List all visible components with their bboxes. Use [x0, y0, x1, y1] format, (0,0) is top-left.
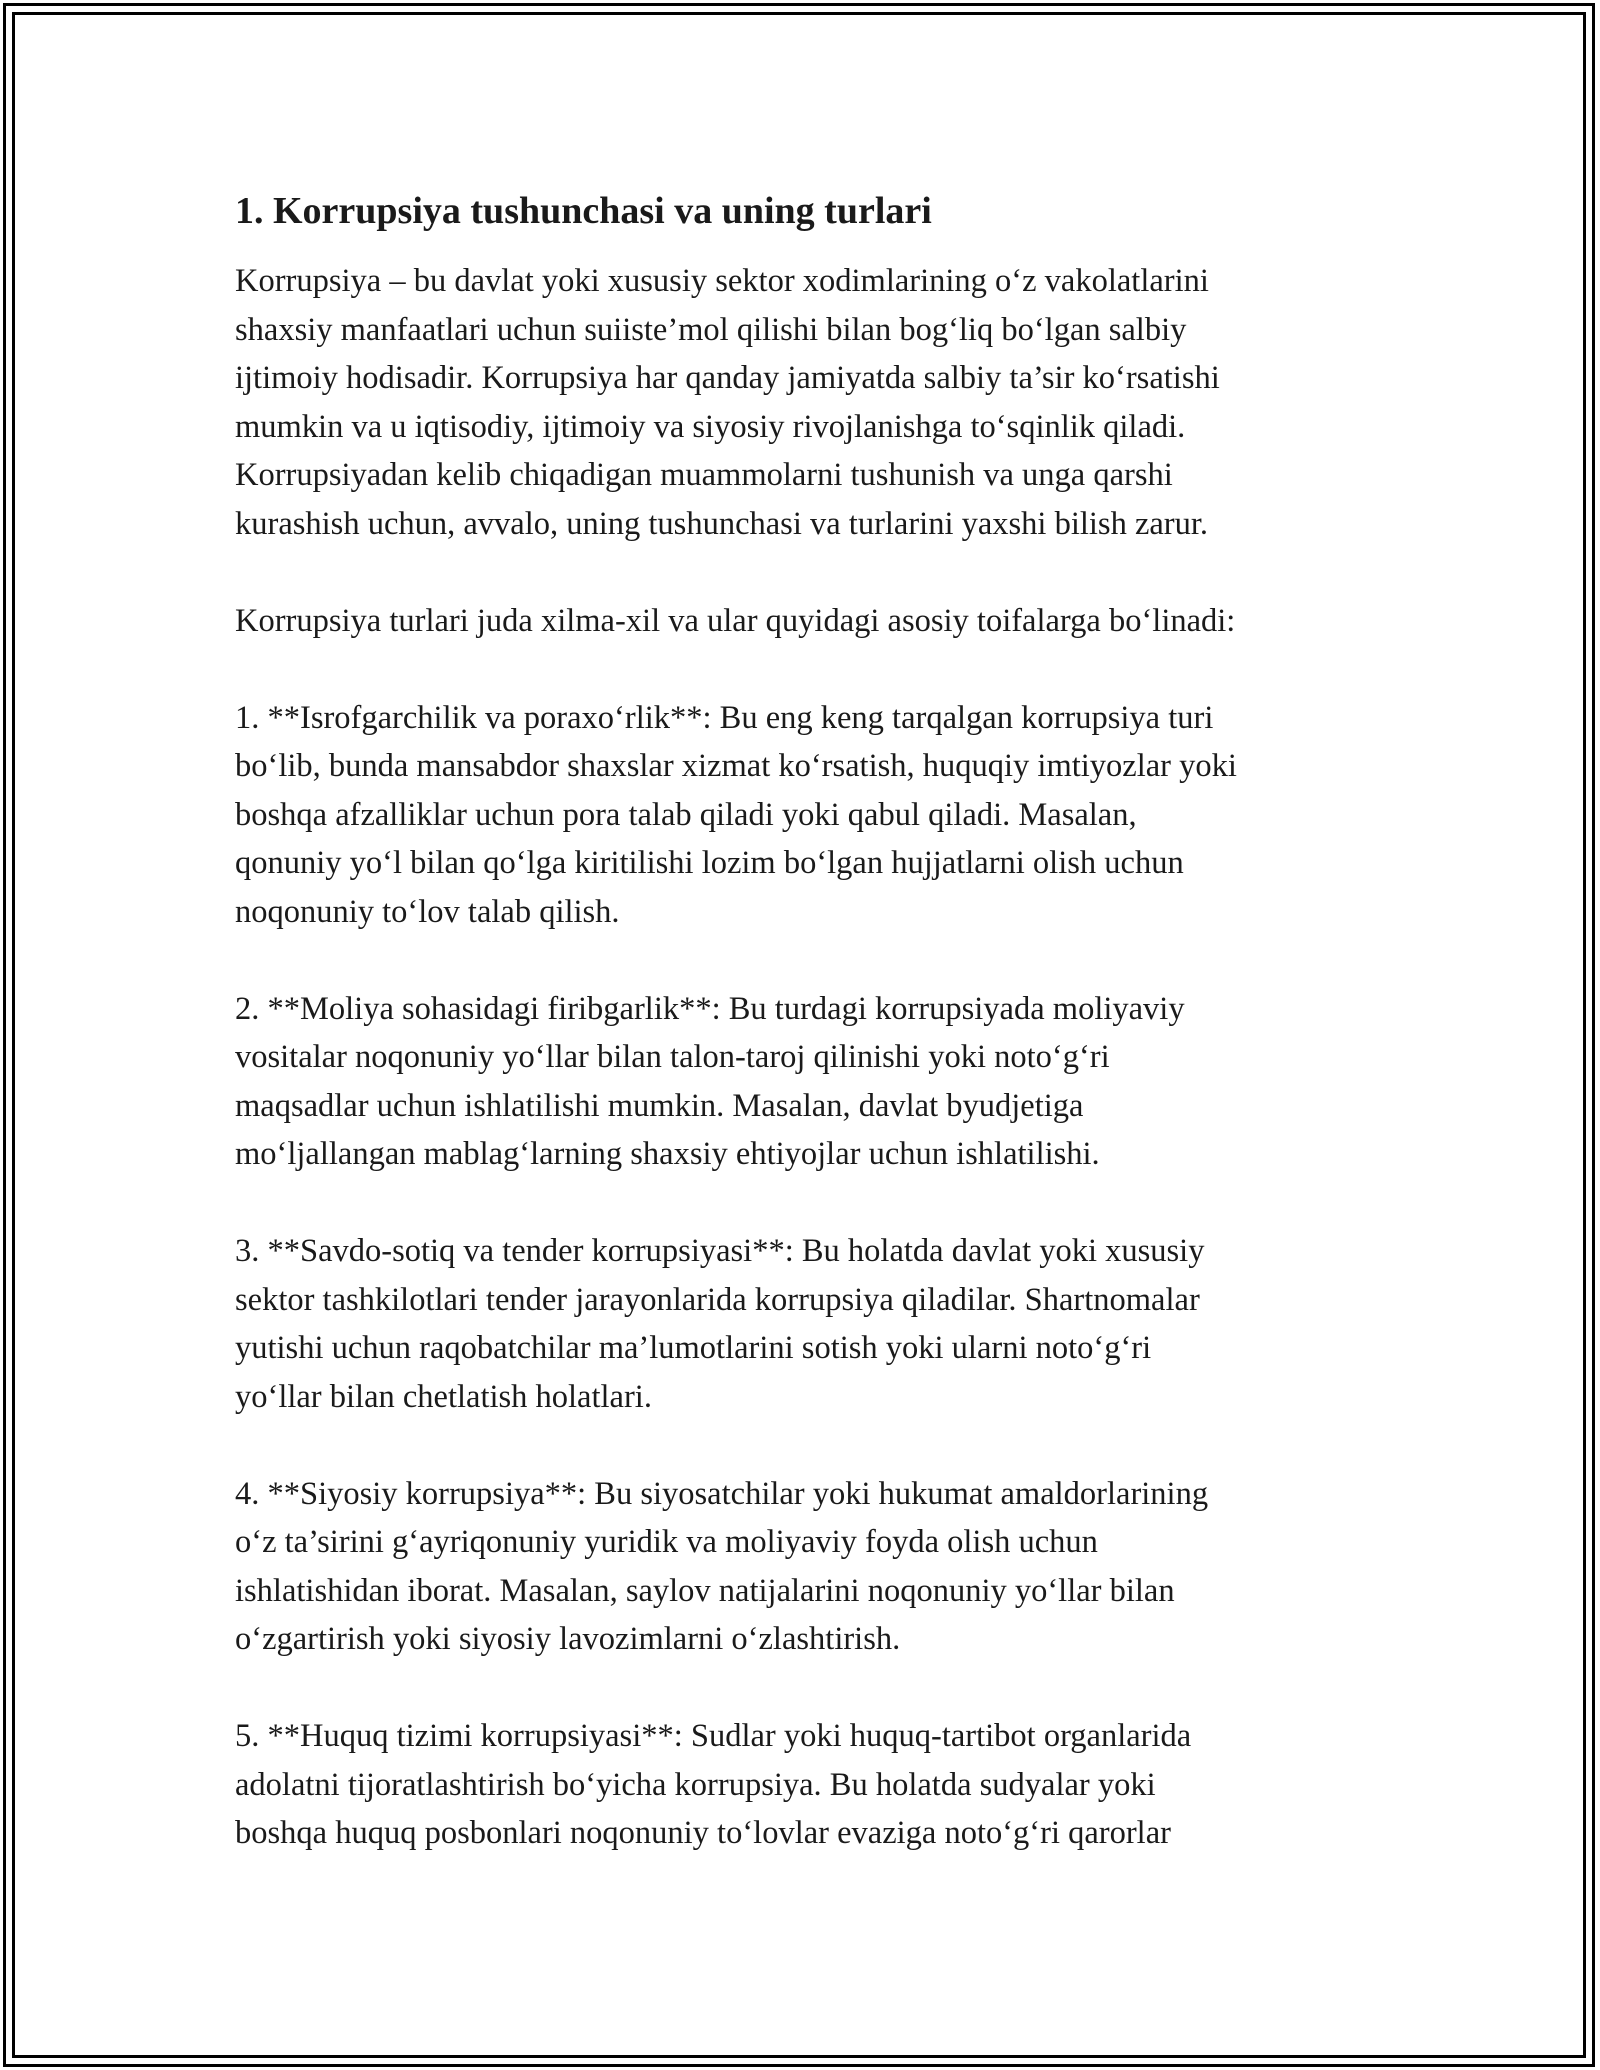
list-item-5: 5. **Huquq tizimi korrupsiyasi**: Sudlar yoki huquq-tartibot organlarida adolatni tijoratlashtirish bo‘yicha korrupsiya. Bu holatda sudyalar yoki boshqa huquq posbonlari noqonuniy to‘lovlar evaziga noto‘g‘ri qarorlar: [235, 1718, 1192, 1851]
document-body: [235, 185, 1385, 1906]
list-item-3: 3. **Savdo-sotiq va tender korrupsiyasi**: Bu holatda davlat yoki xususiy sektor tashkilotlari tender jarayonlarida korrupsiya qiladilar. Shartnomalar yutishi uchun raqobatchilar ma’lumotlarini sotish yoki ularni noto‘g‘ri yo‘llar bilan chetlatish holatlari.: [235, 1233, 1205, 1415]
paragraph-types-lead: Korrupsiya turlari juda xilma-xil va ular quyidagi asosiy toifalarga bo‘linadi:: [235, 602, 1236, 639]
paragraph-intro: Korrupsiya – bu davlat yoki xususiy sektor xodimlarining o‘z vakolatlarini shaxsiy manfaatlari uchun suiiste’mol qilishi bilan bog‘liq bo‘lgan salbiy ijtimoiy hodisadir. Korrupsiya har qanday jamiyatda salbiy ta’sir ko‘rsatishi mumkin va u iqtisodiy, ijtimoiy va siyosiy rivojlanishga to‘sqinlik qiladi. Korrupsiyadan kelib chiqadigan muammolarni tushunish va unga qarshi kurashish uchun, avvalo, uning tushunchasi va turlarini yaxshi bilish zarur.: [235, 263, 1220, 542]
document-title: 1. Korrupsiya tushunchasi va uning turlari: [235, 190, 932, 232]
list-item-4: 4. **Siyosiy korrupsiya**: Bu siyosatchilar yoki hukumat amaldorlarining o‘z ta’sirini g‘ayriqonuniy yuridik va moliyaviy foyda olish uchun ishlatishidan iborat. Masalan, saylov natijalarini noqonuniy yo‘llar bilan o‘zgartirish yoki siyosiy lavozimlarni o‘zlashtirish.: [235, 1475, 1209, 1657]
list-item-1: 1. **Isrofgarchilik va poraxo‘rlik**: Bu eng keng tarqalgan korrupsiya turi bo‘lib, bunda mansabdor shaxslar xizmat ko‘rsatish, huquqiy imtiyozlar yoki boshqa afzalliklar uchun pora talab qiladi yoki qabul qiladi. Masalan, qonuniy yo‘l bilan qo‘lga kiritilishi lozim bo‘lgan hujjatlarni olish uchun noqonuniy to‘lov talab qilish.: [235, 699, 1237, 930]
list-item-2: 2. **Moliya sohasidagi firibgarlik**: Bu turdagi korrupsiyada moliyaviy vositalar noqonuniy yo‘llar bilan talon-taroj qilinishi yoki noto‘g‘ri maqsadlar uchun ishlatilishi mumkin. Masalan, davlat byudjetiga mo‘ljallangan mablag‘larning shaxsiy ehtiyojlar uchun ishlatilishi.: [235, 990, 1185, 1172]
